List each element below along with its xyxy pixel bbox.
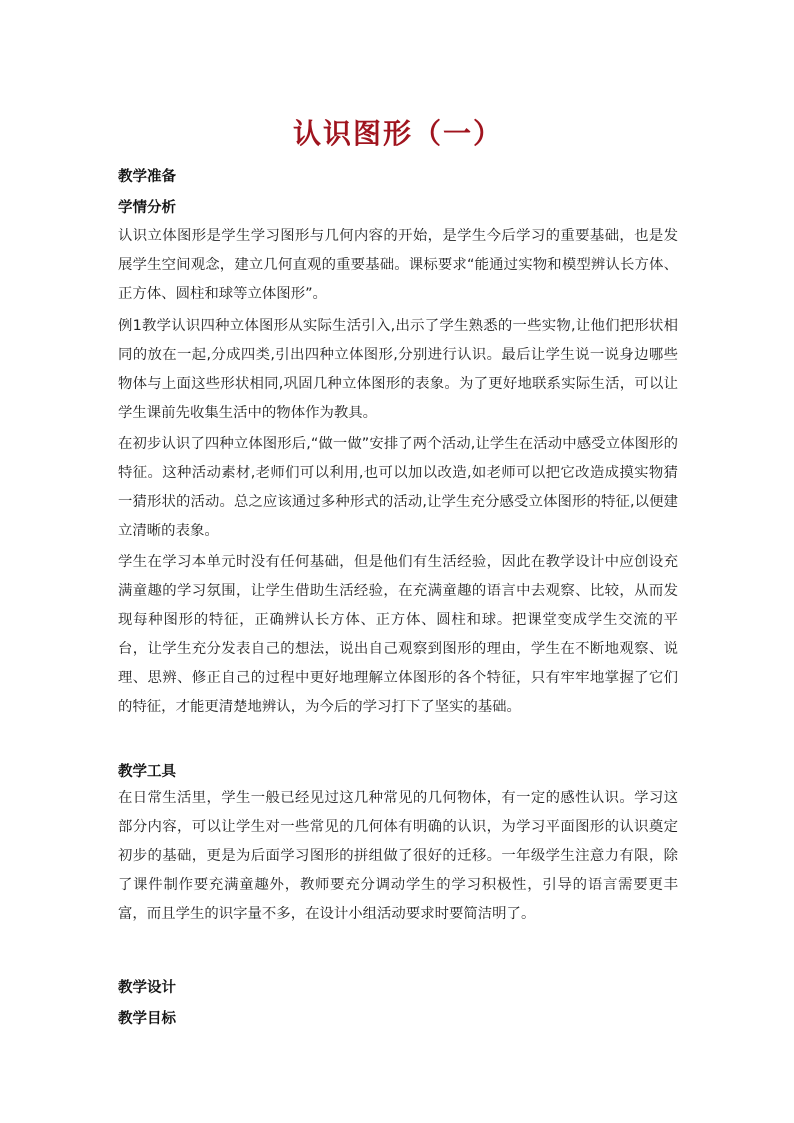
- heading-design: 教学设计: [118, 980, 176, 996]
- heading-analysis: 学情分析: [118, 200, 176, 216]
- paragraph-5: 在日常生活里，学生一般已经见过这几种常见的几何物体，有一定的感性认识。学习这部分内容，可以让学生对一些常见的几何体有明确的认识，为学习平面图形的认识奠定初步的基础，更是为后面学习图形的拼组做了很好的迁移。一年级学生注意力有限，除了课件制作要充满童趣外，教师要充分调动学生的学习积极性，引导的语言需要更丰富，而且学生的识字量不多，在设计小组活动要求时要简洁明了。: [118, 790, 678, 922]
- paragraph-4: 学生在学习本单元时没有任何基础，但是他们有生活经验，因此在教学设计中应创设充满童趣的学习氛围，让学生借助生活经验，在充满童趣的语言中去观察、比较，从而发现每种图形的特征，正确辨认长方体、正方体、圆柱和球。把课堂变成学生交流的平台，让学生充分发表自己的想法，说出自己观察到图形的理由，学生在不断地观察、说理、思辨、修正自己的过程中更好地理解立体图形的各个特征，只有牢牢地掌握了它们的特征，才能更清楚地辨认，为今后的学习打下了坚实的基础。: [118, 554, 678, 715]
- heading-prep: 教学准备: [118, 169, 176, 185]
- paragraph-3: 在初步认识了四种立体图形后,“做一做”安排了两个活动,让学生在活动中感受立体图形的特征。这种活动素材,老师们可以利用,也可以加以改造,如老师可以把它改造成摸实物猜一猜形状的活动。总之应该通过多种形式的活动,让学生充分感受立体图形的特征,以便建立清晰的表象。: [118, 436, 678, 539]
- paragraph-1: 认识立体图形是学生学习图形与几何内容的开始，是学生今后学习的重要基础，也是发展学生空间观念，建立几何直观的重要基础。课标要求“能通过实物和模型辨认长方体、正方体、圆柱和球等立体图形”。: [118, 228, 678, 302]
- paragraph-2: 例1教学认识四种立体图形从实际生活引入,出示了学生熟悉的一些实物,让他们把形状相同的放在一起,分成四类,引出四种立体图形,分别进行认识。最后让学生说一说身边哪些物体与上面这些形状相同,巩固几种立体图形的表象。为了更好地联系实际生活，可以让学生课前先收集生活中的物体作为教具。: [118, 318, 678, 421]
- heading-goal: 教学目标: [118, 1011, 176, 1027]
- document-title: 认识图形（一）: [292, 117, 503, 150]
- heading-tools: 教学工具: [118, 764, 176, 780]
